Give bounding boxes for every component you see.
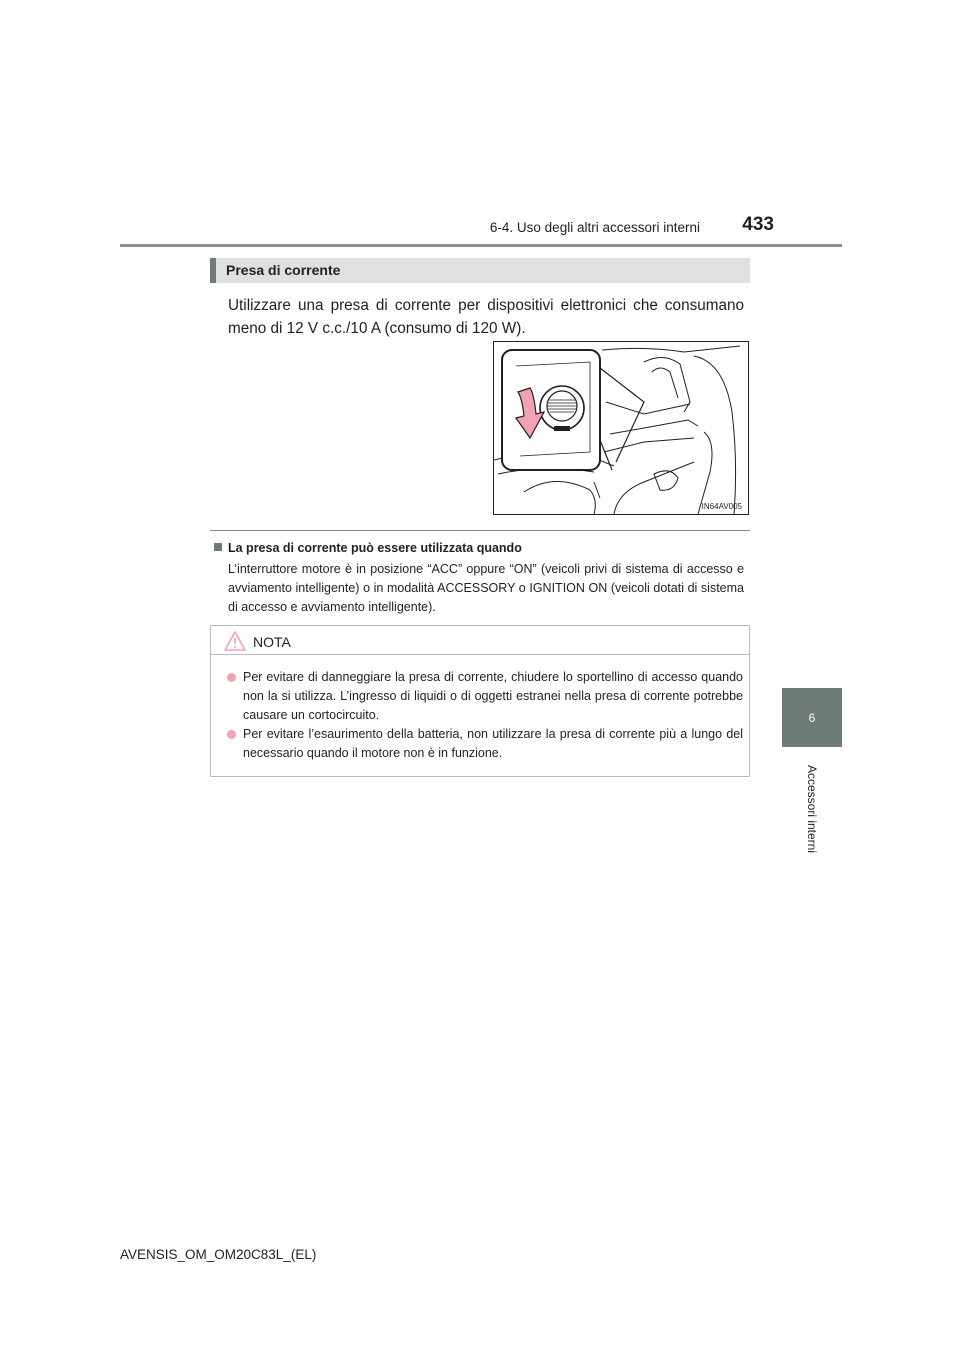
bullet-dot-icon [227, 730, 236, 739]
notice-box [210, 625, 750, 777]
document-code: AVENSIS_OM_OM20C83L_(EL) [120, 1247, 317, 1262]
chapter-number: 6 [808, 710, 816, 725]
section-marker [210, 258, 216, 283]
notice-item: Per evitare di danneggiare la presa di corrente, chiudere lo sportellino di accesso quando non la si utilizza. L’ingresso di liquidi o di oggetti estranei nella presa di corrente potrebbe causare un cortocircuito. [227, 668, 743, 725]
info-body: L’interruttore motore è in posizione “ACC” oppure “ON” (veicoli privi di sistema di accesso e avviamento intelligente) o in modalità ACCESSORY o IGNITION ON (veicoli dotati di sistema di accesso e avviamento intelligente). [228, 562, 744, 614]
square-bullet-icon [214, 543, 222, 551]
info-heading: La presa di corrente può essere utilizzata quando [214, 541, 522, 555]
page-number: 433 [742, 214, 774, 235]
chapter-label: Accessori interni [805, 764, 819, 854]
section-title: Presa di corrente [226, 262, 341, 278]
content-divider [210, 530, 750, 531]
notice-rule [211, 654, 749, 655]
notice-title: NOTA [253, 634, 291, 650]
power-outlet-icon [540, 386, 584, 431]
header-rule [120, 244, 842, 247]
chapter-tab[interactable] [782, 688, 842, 747]
section-title-bar [210, 258, 750, 283]
console-drawing [494, 342, 748, 514]
figure-code: IN64AV005 [701, 502, 742, 511]
warning-triangle-icon [223, 630, 247, 652]
section-intro: Utilizzare una presa di corrente per dispositivi elettronici che consumano meno di 12 V c.c./10 A (consumo di 120 W). [228, 297, 744, 337]
power-outlet-illustration [493, 341, 749, 515]
bullet-dot-icon [227, 673, 236, 682]
running-header-section: 6-4. Uso degli altri accessori interni [489, 220, 700, 235]
notice-item: Per evitare l’esaurimento della batteria, non utilizzare la presa di corrente più a lungo del necessario quando il motore non è in funzione. [227, 725, 743, 763]
